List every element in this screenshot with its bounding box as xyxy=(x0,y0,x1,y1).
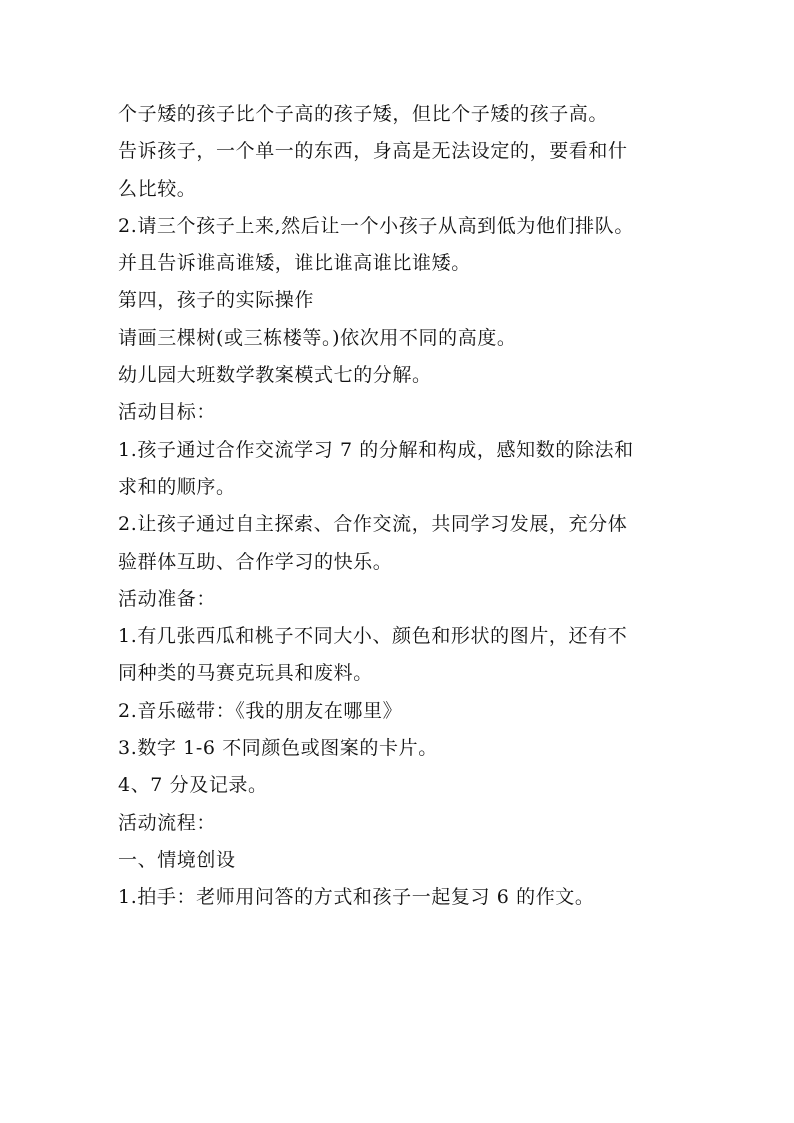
text-line: 求和的顺序。 xyxy=(118,475,236,498)
text-line: 么比较。 xyxy=(118,177,197,200)
section-heading: 活动准备： xyxy=(118,587,217,610)
text-line: 2.请三个孩子上来,然后让一个小孩子从高到低为他们排队。 xyxy=(118,214,634,237)
section-heading: 第四，孩子的实际操作 xyxy=(118,289,315,312)
text-line: 2.音乐磁带：《我的朋友在哪里》 xyxy=(118,699,403,722)
text-line: 并且告诉谁高谁矮，谁比谁高谁比谁矮。 xyxy=(118,252,471,275)
text-line: 2.让孩子通过自主探索、合作交流，共同学习发展，充分体 xyxy=(118,513,628,536)
text-line: 个子矮的孩子比个子高的孩子矮，但比个子矮的孩子高。 xyxy=(118,103,609,125)
text-line: 1.有几张西瓜和桃子不同大小、颜色和形状的图片，还有不 xyxy=(118,625,628,648)
text-line: 4、7 分及记录。 xyxy=(118,774,268,797)
subsection-heading: 一、情境创设 xyxy=(118,848,236,871)
text-line: 1.孩子通过合作交流学习 7 的分解和构成，感知数的除法和 xyxy=(118,438,634,461)
text-line: 验群体互助、合作学习的快乐。 xyxy=(118,550,393,573)
text-line: 请画三棵树(或三栋楼等。)依次用不同的高度。 xyxy=(118,326,517,349)
lesson-title: 幼儿园大班数学教案模式七的分解。 xyxy=(118,364,432,387)
text-line: 1.拍手：老师用问答的方式和孩子一起复习 6 的作文。 xyxy=(118,886,595,909)
section-heading: 活动流程： xyxy=(118,811,217,834)
document-body xyxy=(118,96,678,917)
text-line: 同种类的马赛克玩具和废料。 xyxy=(118,662,373,685)
text-line: 3.数字 1-6 不同颜色或图案的卡片。 xyxy=(118,737,438,760)
text-line: 告诉孩子，一个单一的东西，身高是无法设定的，要看和什 xyxy=(118,140,628,163)
section-heading: 活动目标： xyxy=(118,401,217,424)
